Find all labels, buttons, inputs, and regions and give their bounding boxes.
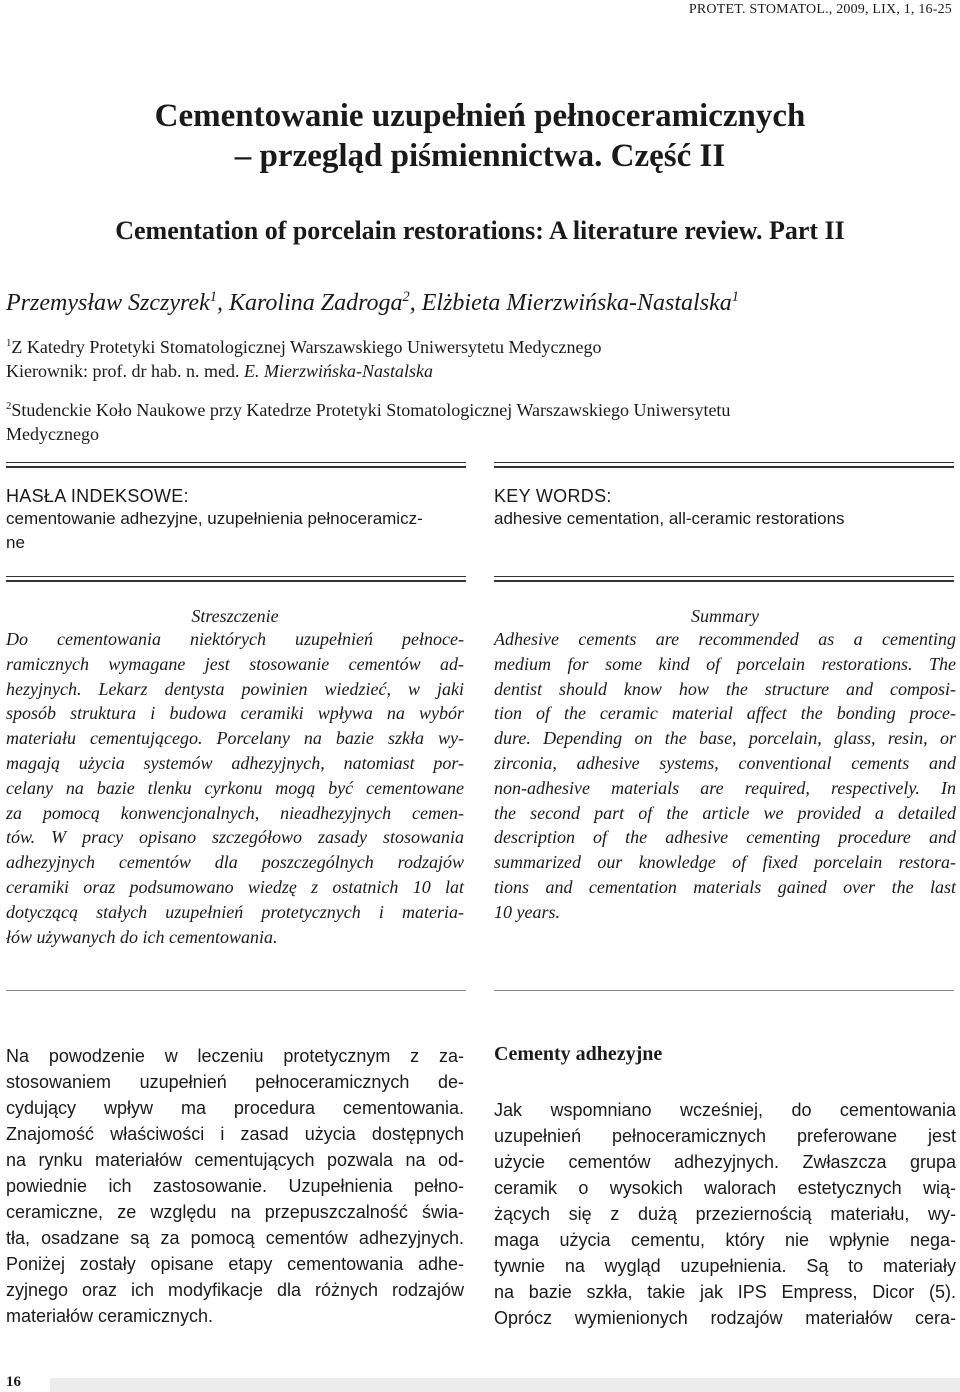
keywords-english: [494, 486, 956, 531]
text-line: ceramiczne, ze względu na przepuszczalność świa-: [6, 1202, 464, 1222]
department-head-label: Kierownik: prof. dr hab. n. med.: [6, 361, 244, 381]
author-affiliation-marker: 1: [209, 289, 217, 305]
text-line: ceramiki oraz podsumowano wiedzę z ostatnich 10 lat: [6, 876, 464, 897]
text-line: maga użycia cementu, który nie wpłynie nega-: [494, 1230, 956, 1250]
author-affiliation-marker: 1: [731, 289, 739, 305]
text-line: powiednie ich zastosowanie. Uzupełnienia pełno-: [6, 1176, 464, 1196]
keywords-bottom-rule-left: [6, 576, 466, 582]
author-affiliation-marker: 2: [402, 289, 410, 305]
text-line: summarized our knowledge of fixed porcelain restora-: [494, 852, 956, 873]
text-line: medium for some kind of porcelain restorations. The: [494, 653, 956, 674]
author-name: Karolina Zadroga: [228, 290, 403, 316]
abstract-english-text: [494, 627, 956, 925]
keywords-top-rule-left: [6, 462, 466, 468]
affiliation-1-text: Z Katedry Protetyki Stomatologicznej Warszawskiego Uniwersytetu Medycznego: [11, 337, 602, 357]
text-line: ceramik o wysokich walorach estetycznych wią-: [494, 1178, 956, 1198]
text-line: magają użycia systemów adhezyjnych, natomiast por-: [6, 752, 464, 773]
text-line: dentist should know how the structure and composi-: [494, 678, 956, 699]
title-polish: [0, 96, 960, 176]
body-column-right: [494, 1097, 956, 1331]
keywords-polish-line: ne: [6, 533, 25, 552]
text-line: materiału cementującego. Porcelany na bazie szkła wy-: [6, 728, 464, 749]
section-heading: Cementy adhezyjne: [494, 1043, 663, 1065]
text-line: ramicznych wymagane jest stosowanie cementów ad-: [6, 653, 464, 674]
footer-bar: [50, 1378, 960, 1392]
text-line: dotyczącą stałych uzupełnień protetycznych i materia-: [6, 901, 464, 922]
keywords-top-rule-right: [494, 462, 954, 468]
text-line: zirconia, adhesive systems, conventional cements and: [494, 752, 956, 773]
text-line: tion of the ceramic material affect the bonding proce-: [494, 703, 956, 724]
text-line: na rynku materiałów cementujących pozwala na od-: [6, 1150, 464, 1170]
abstract-polish-text: [6, 627, 464, 949]
keywords-english-line: adhesive cementation, all-ceramic restorations: [494, 509, 845, 528]
text-line: hezyjnych. Lekarz dentysta powinien wiedzieć, w jaki: [6, 678, 464, 699]
text-line: materiałów ceramicznych.: [6, 1306, 214, 1326]
text-line: na bazie szkła, takie jak IPS Empress, Dicor (5).: [494, 1282, 956, 1302]
author-name: Elżbieta Mierzwińska-Nastalska: [421, 290, 732, 316]
affiliation-2-line2: Medycznego: [6, 424, 99, 444]
text-line: łów używanych do ich cementowania.: [6, 926, 278, 947]
author-separator: ,: [409, 290, 422, 316]
keywords-polish: [6, 486, 468, 555]
affiliation-1-marker: 1: [6, 337, 12, 349]
text-line: użycie cementów adhezyjnych. Zwłaszcza grupa: [494, 1152, 956, 1172]
text-line: Oprócz wymienionych rodzajów materiałów cera-: [494, 1308, 956, 1328]
text-line: Adhesive cements are recommended as a cementing: [494, 629, 956, 649]
journal-reference: PROTET. STOMATOL., 2009, LIX, 1, 16-25: [688, 2, 952, 17]
affiliation-2-line1: Studenckie Koło Naukowe przy Katedrze Protetyki Stomatologicznej Warszawskiego Uniwersytetu: [11, 400, 731, 420]
text-line: tów. W pracy opisano szczegółowo zasady stosowania: [6, 827, 464, 848]
text-line: the second part of the article we provided a detailed: [494, 802, 956, 823]
affiliation-2: [6, 398, 730, 446]
text-line: dure. Depending on the base, porcelain, glass, resin, or: [494, 728, 956, 749]
text-line: uzupełnień pełnoceramicznych preferowane jest: [494, 1126, 956, 1146]
text-line: 10 years.: [494, 901, 560, 922]
text-line: zyjnego oraz ich modyfikacje dla różnych rodzajów: [6, 1280, 464, 1300]
page-number: 16: [6, 1374, 21, 1390]
abstract-bottom-rule-left: [6, 990, 466, 991]
text-line: cydujący wpływ ma procedura cementowania.: [6, 1098, 464, 1118]
keywords-polish-line: cementowanie adhezyjne, uzupełnienia pełnoceramicz-: [6, 509, 423, 528]
abstract-english-heading: Summary: [691, 606, 759, 626]
abstract-polish: [6, 606, 464, 949]
text-line: sposób struktura i budowa ceramiki wpływa na wybór: [6, 703, 464, 724]
text-line: tywnie na wygląd uzupełnienia. Są to materiały: [494, 1256, 956, 1276]
text-line: Na powodzenie w leczeniu protetycznym z za-: [6, 1046, 464, 1066]
text-line: celany na bazie tlenku cyrkonu mogą być cementowane: [6, 777, 464, 798]
keywords-english-heading: KEY WORDS:: [494, 486, 612, 506]
author-separator: ,: [216, 290, 229, 316]
affiliation-2-marker: 2: [6, 400, 12, 412]
affiliation-1: [6, 335, 601, 383]
text-line: tła, osadzane są za pomocą cementów adhezyjnych.: [6, 1228, 464, 1248]
title-polish-line2: – przegląd piśmiennictwa. Część II: [234, 138, 726, 174]
text-line: description of the adhesive cementing procedure and: [494, 827, 956, 848]
text-line: tions and cementation materials gained over the last: [494, 876, 956, 897]
department-head-name: E. Mierzwińska-Nastalska: [243, 361, 433, 381]
text-line: adhezyjnych cementów dla poszczególnych rodzajów: [6, 852, 464, 873]
author-list: [6, 290, 739, 317]
title-english: Cementation of porcelain restorations: A literature review. Part II: [115, 216, 845, 245]
text-line: Znajomość właściwości i zasad użycia dostępnych: [6, 1124, 464, 1144]
keywords-polish-heading: HASŁA INDEKSOWE:: [6, 486, 189, 506]
text-line: za pomocą konwencjonalnych, nieadhezyjnych cemen-: [6, 802, 464, 823]
text-line: Do cementowania niektórych uzupełnień pełnoce-: [6, 629, 464, 649]
body-column-left: [6, 1043, 464, 1329]
text-line: żących się z dużą przeziernością materiału, wy-: [494, 1204, 956, 1224]
abstract-bottom-rule-right: [494, 990, 954, 991]
text-line: Poniżej zostały opisane etapy cementowania adhe-: [6, 1254, 464, 1274]
author-name: Przemysław Szczyrek: [6, 290, 210, 316]
abstract-polish-heading: Streszczenie: [191, 606, 279, 626]
text-line: Jak wspomniano wcześniej, do cementowania: [494, 1100, 956, 1120]
text-line: stosowaniem uzupełnień pełnoceramicznych de-: [6, 1072, 464, 1092]
keywords-bottom-rule-right: [494, 576, 954, 582]
title-polish-line1: Cementowanie uzupełnień pełnoceramicznych: [154, 98, 806, 134]
text-line: non-adhesive materials are required, respectively. In: [494, 777, 956, 798]
abstract-english: [494, 606, 956, 925]
